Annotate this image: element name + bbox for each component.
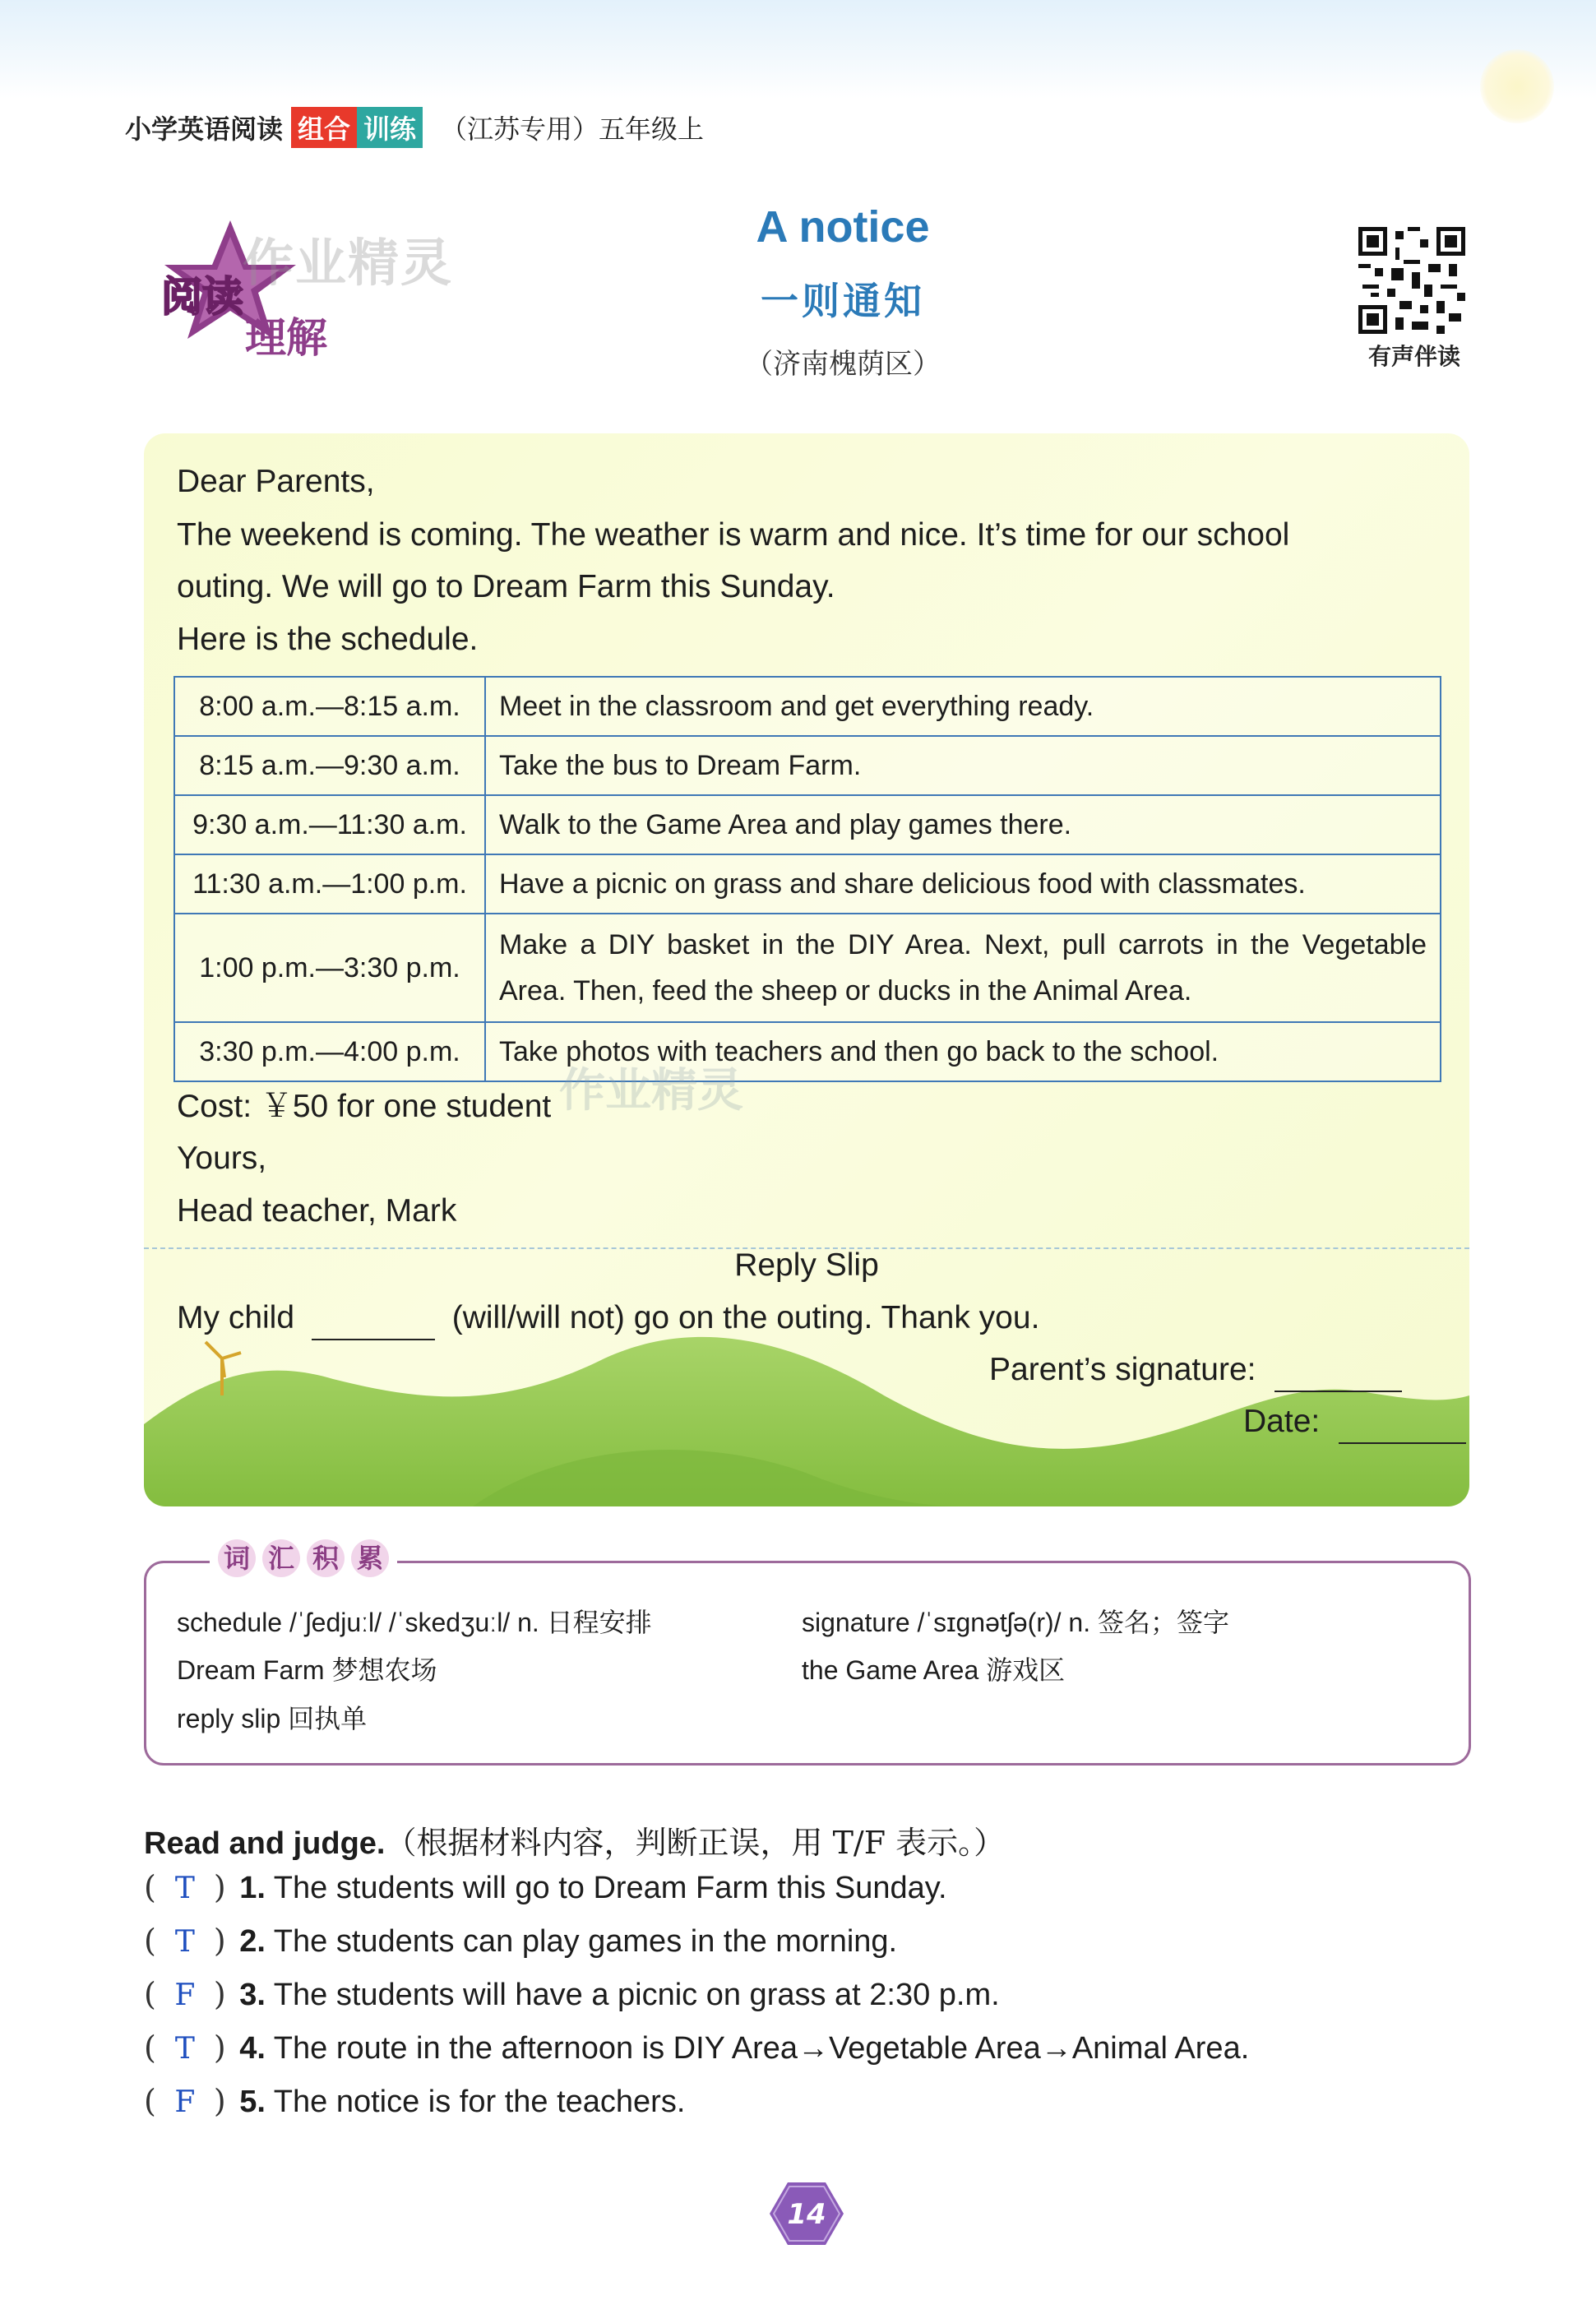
table-row: [174, 795, 1441, 854]
letter-para2: Here is the schedule.: [177, 622, 479, 657]
question-item: [144, 2029, 1249, 2066]
question-number: 5.: [239, 2085, 266, 2119]
page-title: A notice: [756, 202, 930, 252]
question-item: [144, 1869, 947, 1906]
paren-open: (: [144, 1976, 156, 2012]
schedule-activity: Make a DIY basket in the DIY Area. Next, pull carrots in the Vegetable Area. Then, feed the sheep or ducks in the Animal Area.: [485, 914, 1441, 1022]
reply-after: (will/will not) go on the outing. Thank you.: [451, 1300, 1040, 1335]
badge-line-1: 阅读: [161, 273, 243, 321]
schedule-activity: Have a picnic on grass and share delicious food with classmates.: [485, 854, 1441, 914]
vocab-item: [177, 1650, 437, 1687]
question-text: The students will go to Dream Farm this Sunday.: [273, 1871, 947, 1905]
schedule-time: 1:00 p.m.—3:30 p.m.: [174, 914, 485, 1022]
letter-para1-line1: The weekend is coming. The weather is warm and nice. It’s time for our school: [177, 517, 1290, 553]
answer-mark[interactable]: F: [174, 2085, 196, 2119]
letter-cost: Cost: ￥50 for one student: [177, 1089, 552, 1124]
signature-line: [989, 1350, 1402, 1392]
schedule-time: 8:00 a.m.—8:15 a.m.: [174, 677, 485, 736]
top-band: [0, 0, 1596, 99]
paren-close: ): [213, 2083, 226, 2119]
paren-close: ): [213, 1976, 226, 2012]
reply-slip-title: Reply Slip: [734, 1247, 879, 1283]
vocab-cn: 回执单: [288, 1703, 368, 1734]
page-subtitle: 一则通知: [761, 280, 925, 322]
schedule-activity: Walk to the Game Area and play games there.: [485, 795, 1441, 854]
vocab-title-char: 词: [218, 1539, 256, 1577]
table-row: [174, 736, 1441, 795]
answer-mark[interactable]: T: [174, 2032, 195, 2066]
vocab-en: signature /ˈsɪɡnətʃə(r)/ n.: [802, 1608, 1091, 1637]
child-blank[interactable]: [312, 1298, 435, 1340]
question-item: [144, 2083, 685, 2120]
paren-close: ): [213, 1869, 226, 1905]
letter-greeting: Dear Parents,: [177, 464, 375, 499]
schedule-time: 9:30 a.m.—11:30 a.m.: [174, 795, 485, 854]
date-line: [1243, 1402, 1466, 1444]
reply-slip-sentence: [177, 1298, 1039, 1340]
vocab-title-char: 汇: [262, 1539, 300, 1577]
question-item: [144, 1923, 897, 1960]
letter-signer: Head teacher, Mark: [177, 1193, 457, 1229]
paren-close: ): [213, 2029, 226, 2066]
schedule-activity: Take photos with teachers and then go back to the school.: [485, 1022, 1441, 1081]
letter-closing: Yours,: [177, 1141, 267, 1176]
table-row: [174, 677, 1441, 736]
date-blank[interactable]: [1339, 1402, 1466, 1444]
vocab-item: [177, 1698, 367, 1736]
table-row: [174, 914, 1441, 1022]
answer-mark[interactable]: T: [174, 1925, 195, 1959]
date-label: Date:: [1243, 1404, 1321, 1439]
question-text: The students will have a picnic on grass at 2:30 p.m.: [273, 1978, 1000, 2012]
schedule-time: 8:15 a.m.—9:30 a.m.: [174, 736, 485, 795]
schedule-table: [173, 676, 1441, 1082]
reply-before: My child: [177, 1300, 295, 1335]
schedule-activity: Take the bus to Dream Farm.: [485, 736, 1441, 795]
notice-card: [144, 433, 1469, 1506]
question-number: 2.: [239, 1924, 266, 1959]
series-tag-combo: 组合: [291, 107, 357, 148]
vocab-title: [210, 1539, 397, 1582]
paren-close: ): [213, 1923, 226, 1959]
paren-open: (: [144, 2029, 156, 2066]
watermark-text-2: 作业精灵: [559, 1064, 743, 1116]
answer-mark[interactable]: T: [174, 1872, 195, 1905]
vocab-cn: 梦想农场: [331, 1654, 437, 1686]
question-text: The notice is for the teachers.: [273, 2085, 686, 2119]
watermark-text: 作业精灵: [243, 235, 454, 292]
task-instruction: （根据材料内容，判断正误，用 T/F 表示。）: [385, 1825, 1006, 1861]
signature-blank[interactable]: [1274, 1350, 1402, 1392]
paren-open: (: [144, 2083, 156, 2119]
vocab-cn: 签名；签字: [1097, 1607, 1229, 1638]
vocab-en: the Game Area: [802, 1655, 979, 1685]
series-edition: （江苏专用）五年级上: [441, 114, 705, 144]
table-row: [174, 854, 1441, 914]
page-number: 14: [787, 2198, 826, 2231]
series-header: [125, 107, 704, 148]
vocab-en: reply slip: [177, 1704, 281, 1733]
vocab-cn: 游戏区: [986, 1654, 1066, 1686]
vocab-title-char: 积: [307, 1539, 345, 1577]
page-number-badge: [769, 2181, 844, 2247]
vocab-item: [177, 1602, 652, 1640]
schedule-activity: Meet in the classroom and get everything ready.: [485, 677, 1441, 736]
vocab-cn: 日程安排: [546, 1607, 652, 1638]
signature-label: Parent’s signature:: [989, 1352, 1256, 1387]
series-name: 小学英语阅读: [125, 114, 284, 144]
badge-line-2: 理解: [245, 314, 327, 362]
paren-open: (: [144, 1869, 156, 1905]
paren-open: (: [144, 1923, 156, 1959]
vocab-item: [802, 1650, 1065, 1687]
question-text: The route in the afternoon is DIY Area→Vegetable Area→Animal Area.: [273, 2031, 1250, 2066]
vocab-en: Dream Farm: [177, 1655, 325, 1685]
qr-label: 有声伴读: [1367, 344, 1460, 369]
question-text: The students can play games in the morning.: [273, 1924, 898, 1959]
schedule-time: 3:30 p.m.—4:00 p.m.: [174, 1022, 485, 1081]
vocab-en: schedule /ˈʃedjuːl/ /ˈskedʒuːl/ n.: [177, 1608, 539, 1637]
region-note: （济南槐荫区）: [745, 348, 941, 381]
letter-para1-line2: outing. We will go to Dream Farm this Sunday.: [177, 569, 835, 604]
answer-mark[interactable]: F: [174, 1978, 196, 2012]
sun-decoration: [1480, 49, 1554, 123]
qr-code-icon[interactable]: [1358, 227, 1465, 334]
task-heading: [144, 1817, 1005, 1863]
question-number: 1.: [239, 1871, 266, 1905]
question-number: 3.: [239, 1978, 266, 2012]
vocab-item: [802, 1602, 1229, 1640]
table-row: [174, 1022, 1441, 1081]
schedule-time: 11:30 a.m.—1:00 p.m.: [174, 854, 485, 914]
question-number: 4.: [239, 2031, 266, 2066]
vocab-title-char: 累: [351, 1539, 389, 1577]
task-title: Read and judge.: [144, 1826, 386, 1861]
series-tag-training: 训练: [357, 107, 423, 148]
question-item: [144, 1976, 1000, 2013]
